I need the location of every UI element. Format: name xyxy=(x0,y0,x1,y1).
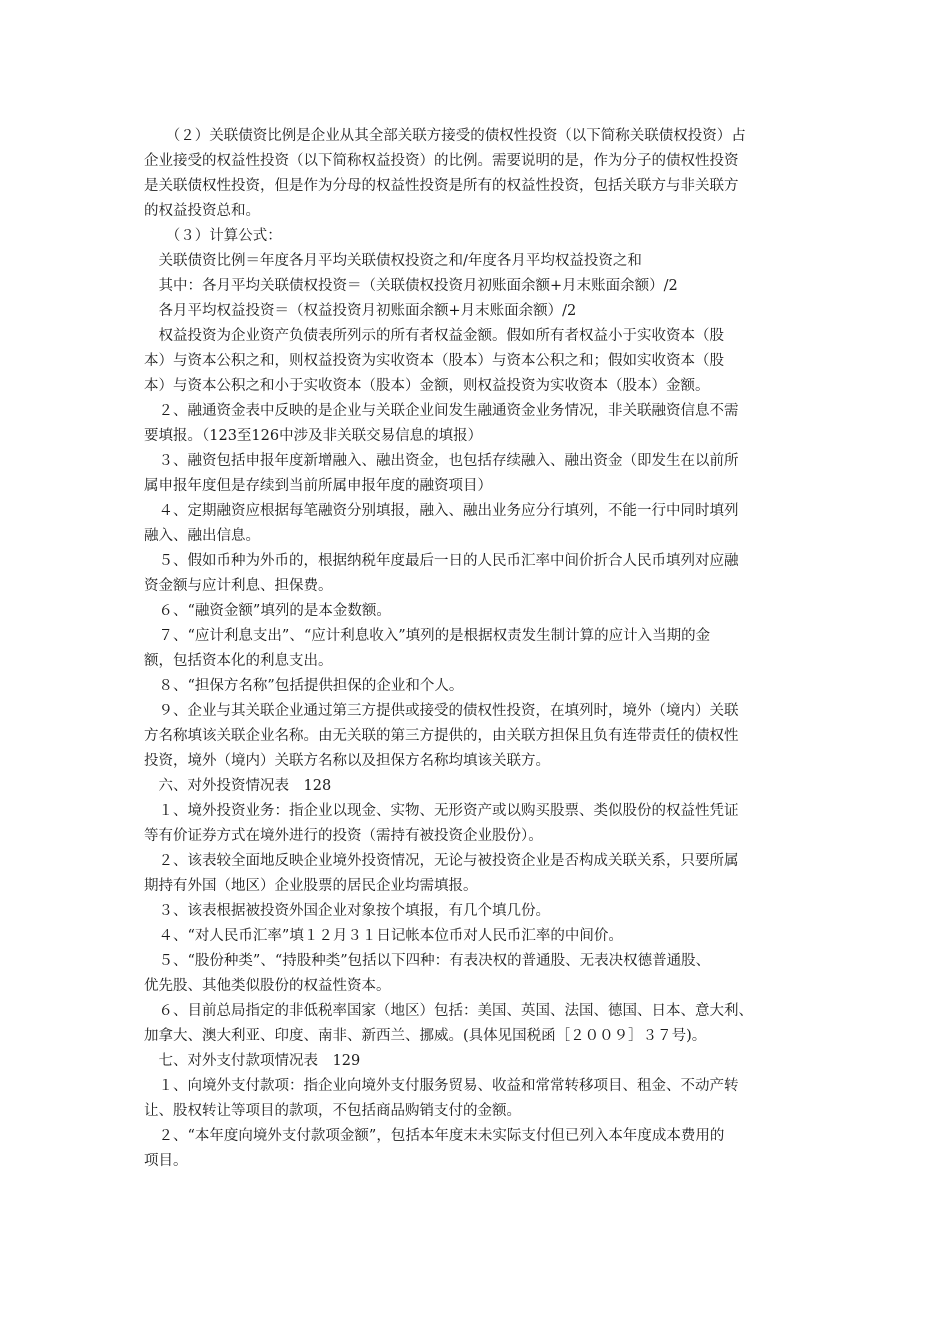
text-line: 等有价证券方式在境外进行的投资（需持有被投资企业股份）。 xyxy=(144,828,543,844)
text-line: 七、对外支付款项情况表 129 xyxy=(144,1053,361,1069)
text-line: １、境外投资业务：指企业以现金、实物、无形资产或以购买股票、类似股份的权益性凭证 xyxy=(144,803,739,819)
text-line: ２、“本年度向境外支付款项金额”，包括本年度末未实际支付但已列入本年度成本费用的 xyxy=(144,1128,725,1144)
paragraph xyxy=(144,774,816,799)
paragraph xyxy=(144,324,816,399)
text-line: 本）与资本公积之和，则权益投资为实收资本（股本）与资本公积之和；假如实收资本（股 xyxy=(144,353,724,369)
paragraph xyxy=(144,1124,816,1174)
paragraph xyxy=(144,1049,816,1074)
text-line: 让、股权转让等项目的款项，不包括商品购销支付的金额。 xyxy=(144,1103,521,1119)
text-line: ２、该表较全面地反映企业境外投资情况，无论与被投资企业是否构成关联关系，只要所属 xyxy=(144,853,739,869)
paragraph xyxy=(144,899,816,924)
paragraph xyxy=(144,1074,816,1124)
text-line: 关联债资比例＝年度各月平均关联债权投资之和/年度各月平均权益投资之和 xyxy=(144,253,642,269)
text-line: ９、企业与其关联企业通过第三方提供或接受的债权性投资，在填列时，境外（境内）关联 xyxy=(144,703,739,719)
paragraph xyxy=(144,124,816,224)
paragraph xyxy=(144,274,816,299)
paragraph xyxy=(144,624,816,674)
text-line: 六、对外投资情况表 128 xyxy=(144,778,332,794)
text-line: １、向境外支付款项：指企业向境外支付服务贸易、收益和常常转移项目、租金、不动产转 xyxy=(144,1078,739,1094)
text-line: 方名称填该关联企业名称。由无关联的第三方提供的，由关联方担保且负有连带责任的债权性 xyxy=(144,728,739,744)
text-line: 投资，境外（境内）关联方名称以及担保方名称均填该关联方。 xyxy=(144,753,550,769)
paragraph xyxy=(144,224,816,249)
paragraph xyxy=(144,549,816,599)
text-line: ８、“担保方名称”包括提供担保的企业和个人。 xyxy=(144,678,464,694)
paragraph xyxy=(144,599,816,624)
text-line: ６、“融资金额”填列的是本金数额。 xyxy=(144,603,391,619)
text-line: 的权益投资总和。 xyxy=(144,203,260,219)
text-line: ３、该表根据被投资外国企业对象按个填报，有几个填几份。 xyxy=(144,903,550,919)
text-line: 本）与资本公积之和小于实收资本（股本）金额，则权益投资为实收资本（股本）金额。 xyxy=(144,378,710,394)
paragraph xyxy=(144,674,816,699)
text-line: 各月平均权益投资＝（权益投资月初账面余额+月末账面余额）/2 xyxy=(144,303,577,319)
text-line: ３、融资包括申报年度新增融入、融出资金，也包括存续融入、融出资金（即发生在以前所 xyxy=(144,453,739,469)
text-line: 其中：各月平均关联债权投资＝（关联债权投资月初账面余额+月末账面余额）/2 xyxy=(144,278,678,294)
text-line: 企业接受的权益性投资（以下简称权益投资）的比例。需要说明的是，作为分子的债权性投资 xyxy=(144,153,739,169)
text-line: 资金额与应计利息、担保费。 xyxy=(144,578,333,594)
text-line: 要填报。（123至126中涉及非关联交易信息的填报） xyxy=(144,428,483,444)
paragraph xyxy=(144,449,816,499)
paragraph xyxy=(144,924,816,949)
paragraph xyxy=(144,499,816,549)
text-line: ４、定期融资应根据每笔融资分别填报，融入、融出业务应分行填列，不能一行中同时填列 xyxy=(144,503,739,519)
text-line: 权益投资为企业资产负债表所列示的所有者权益金额。假如所有者权益小于实收资本（股 xyxy=(144,328,724,344)
text-line: （２）关联债资比例是企业从其全部关联方接受的债权性投资（以下简称关联债权投资）占 xyxy=(144,128,746,144)
text-line: 融入、融出信息。 xyxy=(144,528,260,544)
paragraph xyxy=(144,399,816,449)
paragraph xyxy=(144,299,816,324)
paragraph xyxy=(144,249,816,274)
text-line: ５、假如币种为外币的，根据纳税年度最后一日的人民币汇率中间价折合人民币填列对应融 xyxy=(144,553,739,569)
paragraph xyxy=(144,999,816,1049)
text-line: ６、目前总局指定的非低税率国家（地区）包括：美国、英国、法国、德国、日本、意大利、 xyxy=(144,1003,753,1019)
paragraph xyxy=(144,849,816,899)
text-line: 项目。 xyxy=(144,1153,188,1169)
text-line: （３）计算公式： xyxy=(144,228,282,244)
text-line: ４、“对人民币汇率”填１２月３１日记帐本位币对人民币汇率的中间价。 xyxy=(144,928,623,944)
text-line: ７、“应计利息支出”、“应计利息收入”填列的是根据权责发生制计算的应计入当期的金 xyxy=(144,628,711,644)
paragraph xyxy=(144,949,816,999)
text-line: 加拿大、澳大利亚、印度、南非、新西兰、挪威。(具体见国税函［２００９］３７号)。 xyxy=(144,1028,707,1044)
text-line: 期持有外国（地区）企业股票的居民企业均需填报。 xyxy=(144,878,478,894)
text-line: ２、融通资金表中反映的是企业与关联企业间发生融通资金业务情况，非关联融资信息不需 xyxy=(144,403,739,419)
text-line: 是关联债权性投资，但是作为分母的权益性投资是所有的权益性投资，包括关联方与非关联方 xyxy=(144,178,739,194)
paragraph xyxy=(144,799,816,849)
text-line: ５、“股份种类”、“持股种类”包括以下四种：有表决权的普通股、无表决权德普通股、 xyxy=(144,953,711,969)
text-line: 属申报年度但是存续到当前所属申报年度的融资项目） xyxy=(144,478,492,494)
text-line: 优先股、其他类似股份的权益性资本。 xyxy=(144,978,391,994)
document-page xyxy=(144,124,816,1174)
text-line: 额，包括资本化的利息支出。 xyxy=(144,653,333,669)
paragraph xyxy=(144,699,816,774)
